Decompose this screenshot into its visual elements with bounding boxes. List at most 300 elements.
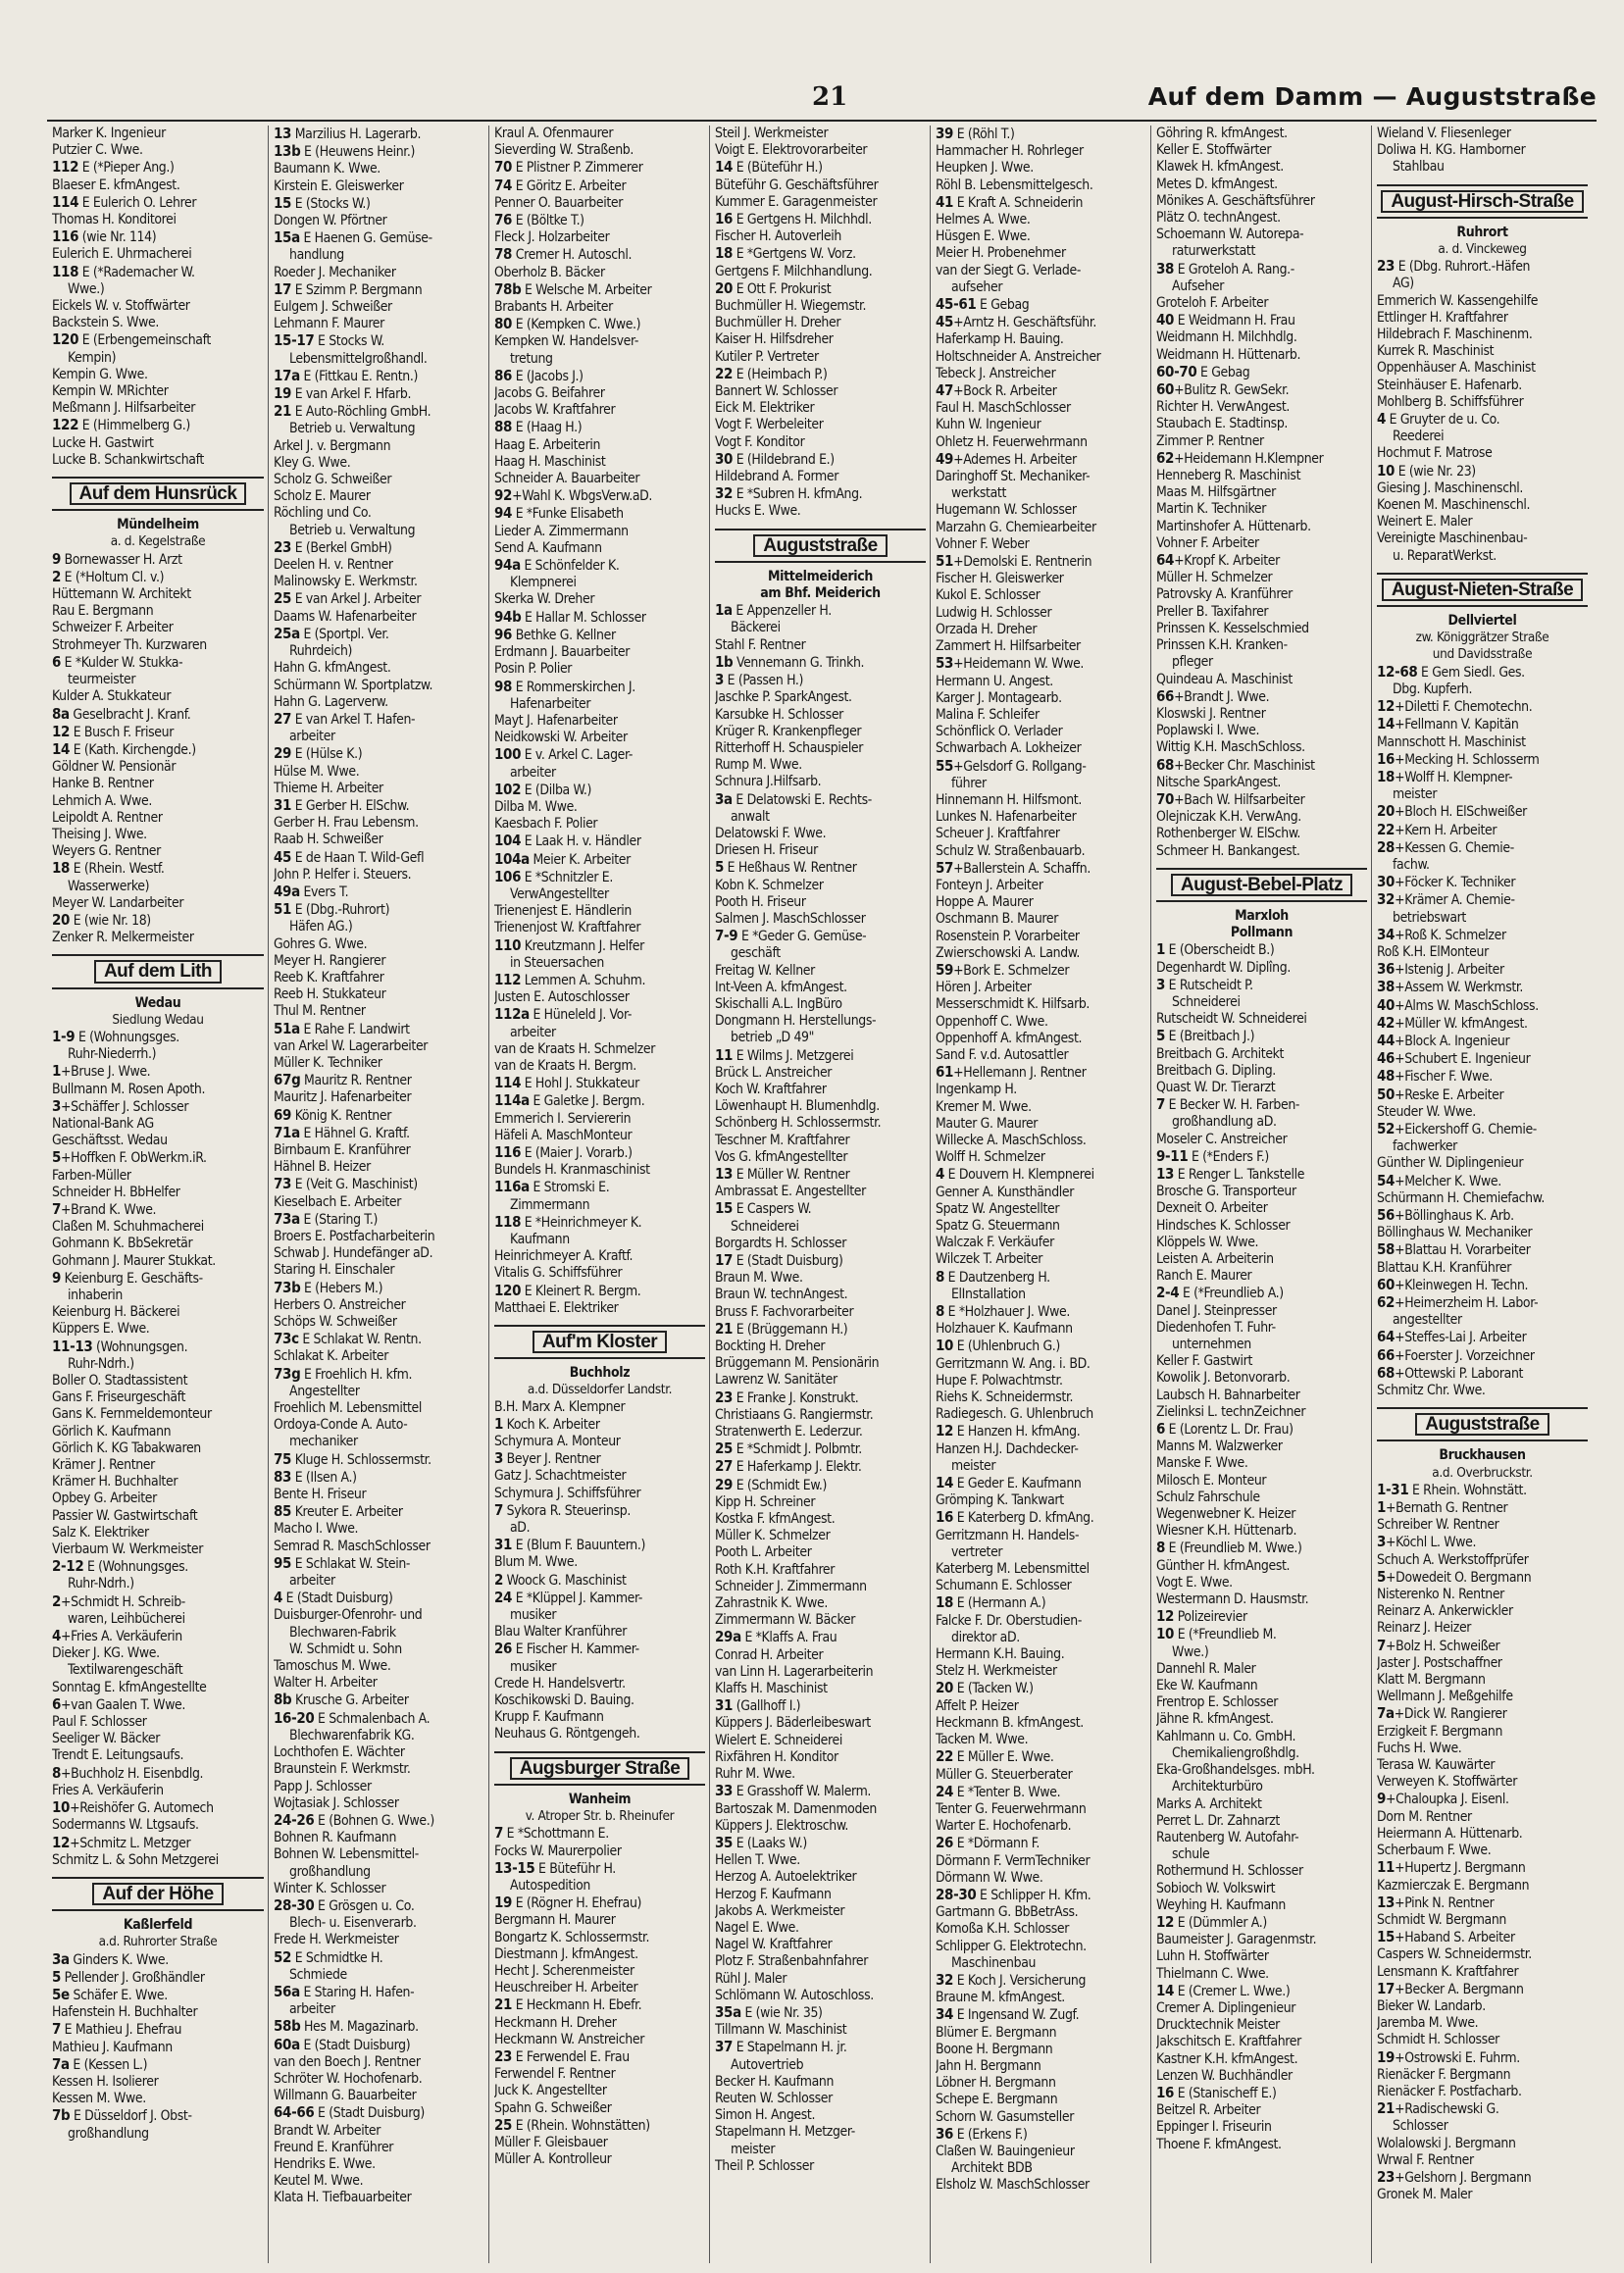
resident-entry: Vierbaum W. Werkmeister (52, 1541, 204, 1558)
house-number: 73g (274, 1365, 301, 1383)
resident-entry: Lenzen W. Buchhändler (1156, 2067, 1293, 2084)
house-number: 14 (1156, 1982, 1175, 1999)
resident-entry: 2+Schmidt H. Schreib- (52, 1592, 185, 1610)
resident-entry: 120 E (Erbengemeinschaft (52, 331, 211, 349)
resident-entry: 40 E Weidmann H. Frau (1156, 312, 1295, 329)
resident-entry: Jähne R. kfmAngest. (1156, 1711, 1274, 1728)
resident-entry: Schneider H. BbHelfer (52, 1184, 180, 1200)
house-number: 62 (1156, 449, 1175, 467)
resident-entry: Mönikes A. Geschäftsführer (1156, 192, 1315, 209)
resident-entry: Scherbaum F. Wwe. (1377, 1843, 1492, 1859)
resident-entry: Braun M. Wwe. (715, 1270, 803, 1287)
resident-entry: Maas M. Hilfsgärtner (1156, 484, 1276, 501)
resident-entry: Günther H. kfmAngest. (1156, 1557, 1291, 1574)
resident-entry: Vohner F. Arbeiter (1156, 534, 1259, 551)
resident-entry: Hüsgen E. Wwe. (936, 228, 1031, 245)
house-number: 4 (1377, 411, 1387, 429)
resident-entry: Thielmann C. Wwe. (1156, 1965, 1269, 1982)
resident-entry: Schwab J. Hundefänger aD. (274, 1245, 433, 1262)
resident-entry: 15 E Caspers W. (715, 1200, 812, 1218)
resident-entry: Katerberg M. Lebensmittel (936, 1561, 1090, 1578)
resident-entry: 10 E (wie Nr. 23) (1377, 462, 1476, 480)
entry-continuation: schule (1172, 1846, 1210, 1863)
house-number: 31 (494, 1537, 513, 1554)
resident-entry: 3a Ginders K. Wwe. (52, 1950, 169, 1968)
street-location: Siedlung Wedau (112, 1011, 204, 1028)
house-number: 116 (52, 228, 79, 246)
resident-entry: Nagel E. Wwe. (715, 1919, 799, 1936)
house-number: 106 (494, 868, 522, 885)
resident-entry: Rump M. Wwe. (715, 757, 802, 774)
resident-entry: Delatowski F. Wwe. (715, 825, 827, 841)
house-number: 60 (1156, 381, 1175, 399)
entry-continuation: vertreter (951, 1543, 1003, 1560)
street-location: a. d. Kegelstraße (110, 533, 206, 550)
resident-entry: Röhl B. Lebensmittelgesch. (936, 177, 1093, 193)
resident-entry: 8b Krusche G. Arbeiter (274, 1692, 409, 1709)
house-number: 21 (494, 1996, 513, 2014)
resident-entry: Boone H. Bergmann (936, 2041, 1053, 2057)
resident-entry: Luhn H. Stoffwärter (1156, 1948, 1269, 1965)
house-number: 17 (1377, 1980, 1396, 1997)
resident-entry: Henneberg R. Maschinist (1156, 468, 1301, 484)
resident-entry: 98 E Rommerskirchen J. (494, 678, 635, 695)
resident-entry: Papp J. Schlosser (274, 1778, 372, 1794)
resident-entry: Tacken M. Wwe. (936, 1732, 1029, 1748)
house-number: 1 (1377, 1499, 1387, 1517)
resident-entry: Karger J. Montagearb. (936, 689, 1062, 706)
resident-entry: Malinowsky E. Werkmstr. (274, 574, 418, 590)
entry-continuation: anwalt (731, 808, 770, 825)
entry-continuation: W. Schmidt u. Sohn (289, 1641, 402, 1657)
house-number: 9 (52, 550, 62, 568)
resident-entry: 23 E (Berkel GmbH) (274, 538, 392, 556)
district-label: Mündelheim (117, 517, 199, 533)
resident-entry: Gerber H. Frau Lebensm. (274, 815, 419, 832)
resident-entry: 7 E Becker W. H. Farben- (1156, 1096, 1300, 1114)
resident-entry: Schmitz L. & Sohn Metzgerei (52, 1851, 219, 1868)
resident-entry: Jakobs A. Werkmeister (715, 1902, 845, 1919)
resident-entry: 64+Steffes-Lai J. Arbeiter (1377, 1329, 1527, 1346)
house-number: 85 (274, 1503, 292, 1521)
resident-entry: Scholz E. Maurer (274, 488, 371, 505)
resident-entry: Kessen M. Wwe. (52, 2091, 146, 2107)
resident-entry: 23 E (Dbg. Ruhrort.-Häfen (1377, 258, 1531, 276)
resident-entry: Malina F. Schleifer (936, 706, 1040, 723)
resident-entry: Schlipper G. Elektrotechn. (936, 1938, 1087, 1954)
resident-entry: 55+Gelsdorf G. Rollgang- (936, 757, 1087, 775)
resident-entry: Krämer J. Rentner (52, 1457, 155, 1474)
resident-entry: 12 E Hanzen H. kfmAng. (936, 1423, 1081, 1440)
resident-entry: 73g E Froehlich H. kfm. (274, 1365, 413, 1383)
house-number: 59 (936, 961, 954, 979)
resident-entry: Raab H. Schweißer (274, 832, 383, 848)
street-name: August-Hirsch-Straße (1381, 190, 1583, 213)
resident-entry: 3+Schäffer J. Schlosser (52, 1097, 189, 1115)
resident-entry: Herbers O. Anstreicher (274, 1296, 406, 1313)
house-number: 23 (274, 538, 292, 556)
resident-entry: Herzog A. Autoelektriker (715, 1869, 857, 1886)
house-number: 73a (274, 1210, 300, 1228)
house-number: 51 (274, 901, 292, 919)
resident-entry: Haferkamp H. Bauing. (936, 331, 1064, 348)
house-number: 61 (936, 1064, 954, 1082)
resident-entry: Roß K.H. ElMonteur (1377, 943, 1489, 960)
house-number: 23 (1377, 258, 1396, 276)
house-number: 86 (494, 367, 513, 384)
house-number: 3a (715, 790, 733, 808)
entry-continuation: Textilwarengeschäft (68, 1662, 183, 1679)
resident-entry: 51 E (Dbg.-Ruhrort) (274, 901, 390, 919)
resident-entry: 34 E Ingensand W. Zugf. (936, 2006, 1080, 2024)
resident-entry: Kloswski J. Rentner (1156, 705, 1266, 722)
resident-entry: 35a E (wie Nr. 35) (715, 2003, 823, 2021)
resident-entry: 32 E *Subren H. kfmAng. (715, 485, 863, 503)
house-number: 22 (936, 1748, 954, 1766)
entry-continuation: Blech- u. Eisenverarb. (289, 1915, 417, 1932)
resident-entry: 23 E Franke J. Konstrukt. (715, 1389, 859, 1406)
house-number: 42 (1377, 1014, 1396, 1032)
resident-entry: Schreiber W. Rentner (1377, 1517, 1499, 1534)
resident-entry: 60+Kleinwegen H. Techn. (1377, 1276, 1529, 1293)
resident-entry: Vereinigte Maschinenbau- (1377, 530, 1528, 547)
resident-entry: Wojtasiak J. Schlosser (274, 1794, 399, 1811)
resident-entry: 23+Gelshorn J. Bergmann (1377, 2168, 1532, 2186)
resident-entry: 21 E (Brüggemann H.) (715, 1320, 848, 1338)
house-number: 5 (1156, 1028, 1166, 1045)
resident-entry: Bruss F. Fachvorarbeiter (715, 1303, 854, 1320)
resident-entry: Krupp F. Kaufmann (494, 1709, 604, 1726)
house-number: 35 (715, 1834, 734, 1851)
resident-entry: Kaiser H. Hilfsdreher (715, 331, 834, 348)
resident-entry: Müller F. Gleisbauer (494, 2134, 608, 2150)
resident-entry: Klatt M. Bergmann (1377, 1672, 1486, 1689)
house-number: 114 (52, 193, 79, 211)
resident-entry: Vogt F. Konditor (715, 433, 805, 450)
resident-entry: Roeder J. Mechaniker (274, 264, 396, 280)
resident-entry: Kraul A. Ofenmaurer (494, 126, 614, 141)
resident-entry: Erzigkeit F. Bergmann (1377, 1723, 1503, 1740)
resident-entry: 73a E (Staring T.) (274, 1210, 379, 1228)
resident-entry: Bieker W. Landarb. (1377, 1997, 1486, 2014)
resident-entry: Zammert H. Hilfsarbeiter (936, 638, 1081, 655)
resident-entry: 64+Kropf K. Arbeiter (1156, 552, 1280, 570)
resident-entry: 11+Hupertz J. Bergmann (1377, 1859, 1526, 1877)
resident-entry: Gohmann J. Maurer Stukkat. (52, 1252, 216, 1269)
street-heading (715, 529, 926, 563)
resident-entry: 3 E (Passen H.) (715, 672, 804, 689)
resident-entry: Hupe F. Polwachtmstr. (936, 1372, 1063, 1389)
resident-entry: Leipoldt A. Rentner (52, 809, 163, 826)
entry-continuation: arbeiter (289, 1573, 335, 1590)
resident-entry: Kastner K.H. kfmAngest. (1156, 2050, 1298, 2067)
resident-entry: Göldner W. Pensionär (52, 759, 177, 776)
resident-entry: Claßen M. Schuhmacherei (52, 1219, 204, 1236)
house-number: 76 (494, 212, 513, 229)
resident-entry: Brandt W. Arbeiter (274, 2122, 381, 2139)
resident-entry: 14+Fellmann V. Kapitän (1377, 716, 1519, 733)
house-number: 68 (1377, 1364, 1396, 1382)
resident-entry: Fries A. Verkäuferin (52, 1782, 164, 1798)
resident-entry: Voigt E. Elektrovorarbeiter (715, 142, 868, 159)
resident-entry: 60a E (Stadt Duisburg) (274, 2036, 411, 2053)
resident-entry: 32+Krämer A. Chemie- (1377, 891, 1515, 909)
resident-entry: Schymura A. Monteur (494, 1434, 621, 1450)
resident-entry: Müller G. Steuerberater (936, 1766, 1073, 1783)
resident-entry: Macho I. Wwe. (274, 1521, 359, 1538)
house-number: 7 (494, 1825, 504, 1843)
resident-entry: 29 E (Hülse K.) (274, 745, 363, 763)
house-number: 23 (1377, 2168, 1396, 2186)
resident-entry: Laubsch H. Bahnarbeiter (1156, 1387, 1300, 1403)
resident-entry: 110 Kreutzmann J. Helfer (494, 936, 644, 954)
resident-entry: 18+Wolff H. Klempner- (1377, 768, 1513, 785)
resident-entry: Eulgem J. Schweißer (274, 299, 392, 316)
resident-entry: 31 E Gerber H. ElSchw. (274, 796, 410, 814)
house-number: 8 (936, 1268, 945, 1286)
district-label: Wedau (134, 994, 181, 1011)
house-number: 51 (936, 553, 954, 571)
resident-entry: 20+Bloch H. ElSchweißer (1377, 803, 1527, 821)
resident-entry: Jahn H. Bergmann (936, 2057, 1041, 2074)
resident-entry: 60+Bulitz R. GewSekr. (1156, 381, 1290, 399)
entry-continuation: Chemikaliengroßhdlg. (1172, 1744, 1299, 1761)
resident-entry: 30 E (Hildebrand E.) (715, 450, 835, 468)
house-number: 75 (274, 1450, 292, 1468)
resident-entry: 38+Assem W. Werkmstr. (1377, 979, 1524, 996)
resident-entry: Schlakat K. Arbeiter (274, 1348, 389, 1365)
entry-continuation: fachw. (1393, 856, 1430, 873)
house-number: 25a (274, 625, 300, 642)
resident-entry: 95 E Schlakat W. Stein- (274, 1554, 411, 1572)
resident-entry: Schröter W. Hochofenarb. (274, 2070, 423, 2087)
resident-entry: 14 E (Kath. Kirchengde.) (52, 740, 196, 758)
house-number: 53 (936, 655, 954, 673)
directory-column (1371, 126, 1592, 2263)
resident-entry: 118 E *Heinrichmeyer K. (494, 1213, 642, 1231)
resident-entry: Gohres G. Wwe. (274, 935, 368, 952)
resident-entry: Oppenhäuser A. Maschinist (1377, 360, 1536, 377)
house-number: 1-31 (1377, 1481, 1409, 1498)
house-number: 24 (936, 1783, 954, 1800)
resident-entry: 114 E Eulerich O. Lehrer (52, 193, 197, 211)
resident-entry: 13 E Renger L. Tankstelle (1156, 1165, 1305, 1183)
house-number: 71a (274, 1124, 300, 1141)
resident-entry: Wittig K.H. MaschSchloss. (1156, 739, 1305, 756)
house-number: 12 (52, 723, 71, 740)
house-number: 3 (1156, 976, 1166, 993)
house-number: 41 (936, 193, 954, 211)
resident-entry: 25 E (Rhein. Wohnstätten) (494, 2116, 650, 2134)
resident-entry: 64-66 E (Stadt Duisburg) (274, 2104, 425, 2122)
house-number: 27 (274, 710, 292, 728)
resident-entry: Walter H. Arbeiter (274, 1675, 378, 1692)
resident-entry: Driesen H. Friseur (715, 842, 818, 859)
resident-entry: Heckmann H. Dreher (494, 2014, 617, 2031)
house-number: 50 (1377, 1086, 1396, 1103)
resident-entry: 15a E Haenen G. Gemüse- (274, 229, 432, 247)
resident-entry: 28-30 E Grösgen u. Co. (274, 1896, 415, 1914)
house-number: 48 (1377, 1068, 1396, 1086)
house-number: 62 (1377, 1294, 1396, 1311)
resident-entry: Ingenkamp H. (936, 1082, 1017, 1098)
resident-entry: Löwenhaupt H. Blumenhdlg. (715, 1098, 880, 1115)
resident-entry: 36 E (Erkens F.) (936, 2125, 1028, 2143)
resident-entry: Mohlberg B. Schiffsführer (1377, 393, 1524, 410)
house-number: 38 (1156, 260, 1175, 278)
resident-entry: 78b E Welsche M. Arbeiter (494, 280, 652, 298)
entry-continuation: in Steuersachen (510, 954, 604, 971)
resident-entry: 3 Beyer J. Rentner (494, 1450, 601, 1468)
resident-entry: Gerritzmann W. Ang. i. BD. (936, 1355, 1091, 1372)
resident-entry: Freitag W. Kellner (715, 962, 815, 979)
house-number: 32 (715, 485, 734, 503)
resident-entry: 104a Meier K. Arbeiter (494, 850, 631, 868)
resident-entry: Bundels H. Kranmaschinist (494, 1162, 650, 1179)
resident-entry: Schmidt W. Bergmann (1377, 1911, 1506, 1928)
house-number: 11 (1377, 1859, 1396, 1877)
resident-entry: 11 E Wilms J. Metzgerei (715, 1046, 854, 1064)
entry-continuation: betrieb „D 49" (731, 1030, 815, 1046)
resident-entry: 94b E Hallar M. Schlosser (494, 608, 646, 626)
resident-entry: Kulder A. Stukkateur (52, 688, 172, 705)
resident-entry: Wilczek T. Arbeiter (936, 1251, 1043, 1268)
resident-entry: Schürmann H. Chemiefachw. (1377, 1189, 1545, 1206)
resident-entry: 6 E *Kulder W. Stukka- (52, 653, 183, 671)
resident-entry: 56a E Staring H. Hafen- (274, 1983, 415, 2000)
resident-entry: Blaeser E. kfmAngest. (52, 177, 180, 193)
house-number: 15a (274, 229, 300, 247)
resident-entry: 5 E (Breitbach J.) (1156, 1028, 1255, 1045)
resident-entry: 114a E Galetke J. Bergm. (494, 1092, 645, 1110)
resident-entry: Heinrichmeyer A. Kraftf. (494, 1248, 634, 1265)
resident-entry: 3+Köchl L. Wwe. (1377, 1534, 1477, 1551)
resident-entry: Thieme H. Arbeiter (274, 780, 383, 796)
resident-entry: Wellmann J. Meßgehilfe (1377, 1689, 1513, 1705)
house-number: 18 (52, 860, 71, 878)
house-number: 116a (494, 1179, 530, 1196)
resident-entry: Sobioch W. Volkswirt (1156, 1880, 1276, 1896)
entry-continuation: Betrieb u. Verwaltung (289, 522, 416, 538)
resident-entry: 12+Schmitz L. Metzger (52, 1834, 191, 1851)
resident-entry: Baumeister J. Garagenmstr. (1156, 1932, 1317, 1948)
house-number: 15-17 (274, 332, 315, 350)
resident-entry: Reuten W. Schlosser (715, 2090, 833, 2106)
resident-entry: Hellen T. Wwe. (715, 1852, 800, 1869)
resident-entry: 44+Block A. Ingenieur (1377, 1032, 1510, 1049)
resident-entry: Thoene F. kfmAngest. (1156, 2136, 1282, 2152)
entry-continuation: direktor aD. (951, 1629, 1020, 1645)
resident-entry: Gatz J. Schachtmeister (494, 1468, 627, 1485)
resident-entry: Steuder W. Wwe. (1377, 1103, 1476, 1120)
resident-entry: 75 Kluge H. Schlossermstr. (274, 1450, 431, 1468)
resident-entry: 15 E (Stocks W.) (274, 194, 371, 212)
resident-entry: Ettlinger H. Kraftfahrer (1377, 309, 1508, 326)
resident-entry: 28+Kessen G. Chemie- (1377, 838, 1514, 856)
house-number: 60a (274, 2036, 300, 2053)
resident-entry: Oppenhoff A. kfmAngest. (936, 1030, 1083, 1046)
house-number: 29 (715, 1476, 734, 1493)
resident-entry: 96 Bethke G. Kellner (494, 626, 616, 643)
resident-entry: 13 Marzilius H. Lagerarb. (274, 126, 422, 142)
resident-entry: Deelen H. v. Rentner (274, 557, 393, 574)
house-number: 83 (274, 1468, 292, 1486)
resident-entry: Thul M. Rentner (274, 1003, 366, 1020)
resident-entry: Reeb H. Stukkateur (274, 986, 386, 1003)
resident-entry: Broers E. Postfacharbeiterin (274, 1229, 435, 1244)
resident-entry: Schneider A. Bauarbeiter (494, 471, 640, 487)
house-number: 14 (52, 740, 71, 758)
house-number: 112a (494, 1006, 530, 1024)
resident-entry: Ranch E. Maurer (1156, 1268, 1252, 1285)
resident-entry: Steinhäuser E. Hafenarb. (1377, 377, 1522, 393)
resident-entry: Müller K. Techniker (274, 1054, 382, 1071)
resident-entry: Neuhaus G. Röntgengeh. (494, 1726, 640, 1743)
resident-entry: Gans K. Fernmeldemonteur (52, 1406, 212, 1423)
house-number: 5 (52, 1968, 62, 1986)
district-label: Mittelmeiderich (767, 568, 873, 584)
resident-entry: 3a E Delatowski E. Rechts- (715, 790, 872, 808)
house-number: 22 (1377, 821, 1396, 838)
resident-entry: Staubach E. Stadtinsp. (1156, 416, 1289, 432)
entry-continuation: unternehmen (1172, 1337, 1251, 1353)
resident-entry: Matthaei E. Elektriker (494, 1299, 619, 1316)
resident-entry: National-Bank AG (52, 1115, 154, 1132)
resident-entry: Meier H. Probenehmer (936, 245, 1066, 262)
house-number: 12 (1377, 698, 1396, 716)
directory-column (47, 126, 268, 2263)
resident-entry: 49a Evers T. (274, 883, 349, 900)
resident-entry: 25 E van Arkel J. Arbeiter (274, 590, 422, 608)
resident-entry: Elsholz W. MaschSchlosser (936, 2177, 1090, 2194)
resident-entry: van Arkel W. Lagerarbeiter (274, 1037, 429, 1054)
directory-column (1150, 126, 1371, 2263)
resident-entry: 10+Reishöfer G. Automech (52, 1799, 214, 1817)
resident-entry: 20 E Ott F. Prokurist (715, 279, 832, 297)
resident-entry: 112 E (*Pieper Ang.) (52, 159, 175, 177)
resident-entry: Küppers J. Elektroschw. (715, 1817, 849, 1834)
entry-continuation: Schneiderei (731, 1218, 799, 1235)
resident-entry: 16 E Katerberg D. kfmAng. (936, 1509, 1094, 1527)
house-number: 20 (52, 911, 71, 929)
resident-entry: 28-30 E Schlipper H. Kfm. (936, 1886, 1091, 1903)
entry-continuation: teurmeister (68, 672, 136, 688)
resident-entry: 76 E (Böltke T.) (494, 212, 584, 229)
house-number: 96 (494, 626, 513, 643)
resident-entry: Hermann U. Angest. (936, 673, 1053, 689)
resident-entry: 29a E *Klaffs A. Frau (715, 1629, 837, 1646)
resident-entry: Mauter G. Maurer (936, 1115, 1039, 1132)
resident-entry: Hanke B. Rentner (52, 776, 154, 792)
street-heading (1377, 1407, 1588, 1441)
house-number: 25 (274, 590, 292, 608)
resident-entry: Büteführ G. Geschäftsführer (715, 177, 879, 193)
resident-entry: Terasa W. Kauwärter (1377, 1757, 1496, 1774)
house-number: 60-70 (1156, 363, 1197, 380)
resident-entry: 94 E *Funke Elisabeth (494, 505, 624, 523)
entry-continuation: arbeiter (510, 764, 556, 781)
resident-entry: 7 E Mathieu J. Ehefrau (52, 2021, 182, 2039)
house-number: 10 (1377, 462, 1396, 480)
resident-entry: 12 E Busch F. Friseur (52, 723, 174, 740)
resident-entry: Riehs K. Schneidermstr. (936, 1389, 1074, 1406)
resident-entry: Send A. Kaufmann (494, 539, 602, 556)
street-name: Auf dem Lith (94, 960, 222, 983)
resident-entry: Dorn M. Rentner (1377, 1808, 1472, 1825)
resident-entry: Bongartz K. Schlossermstr. (494, 1929, 650, 1945)
resident-entry: Hendriks E. Wwe. (274, 2155, 376, 2172)
resident-entry: Neidkowski W. Arbeiter (494, 730, 628, 746)
